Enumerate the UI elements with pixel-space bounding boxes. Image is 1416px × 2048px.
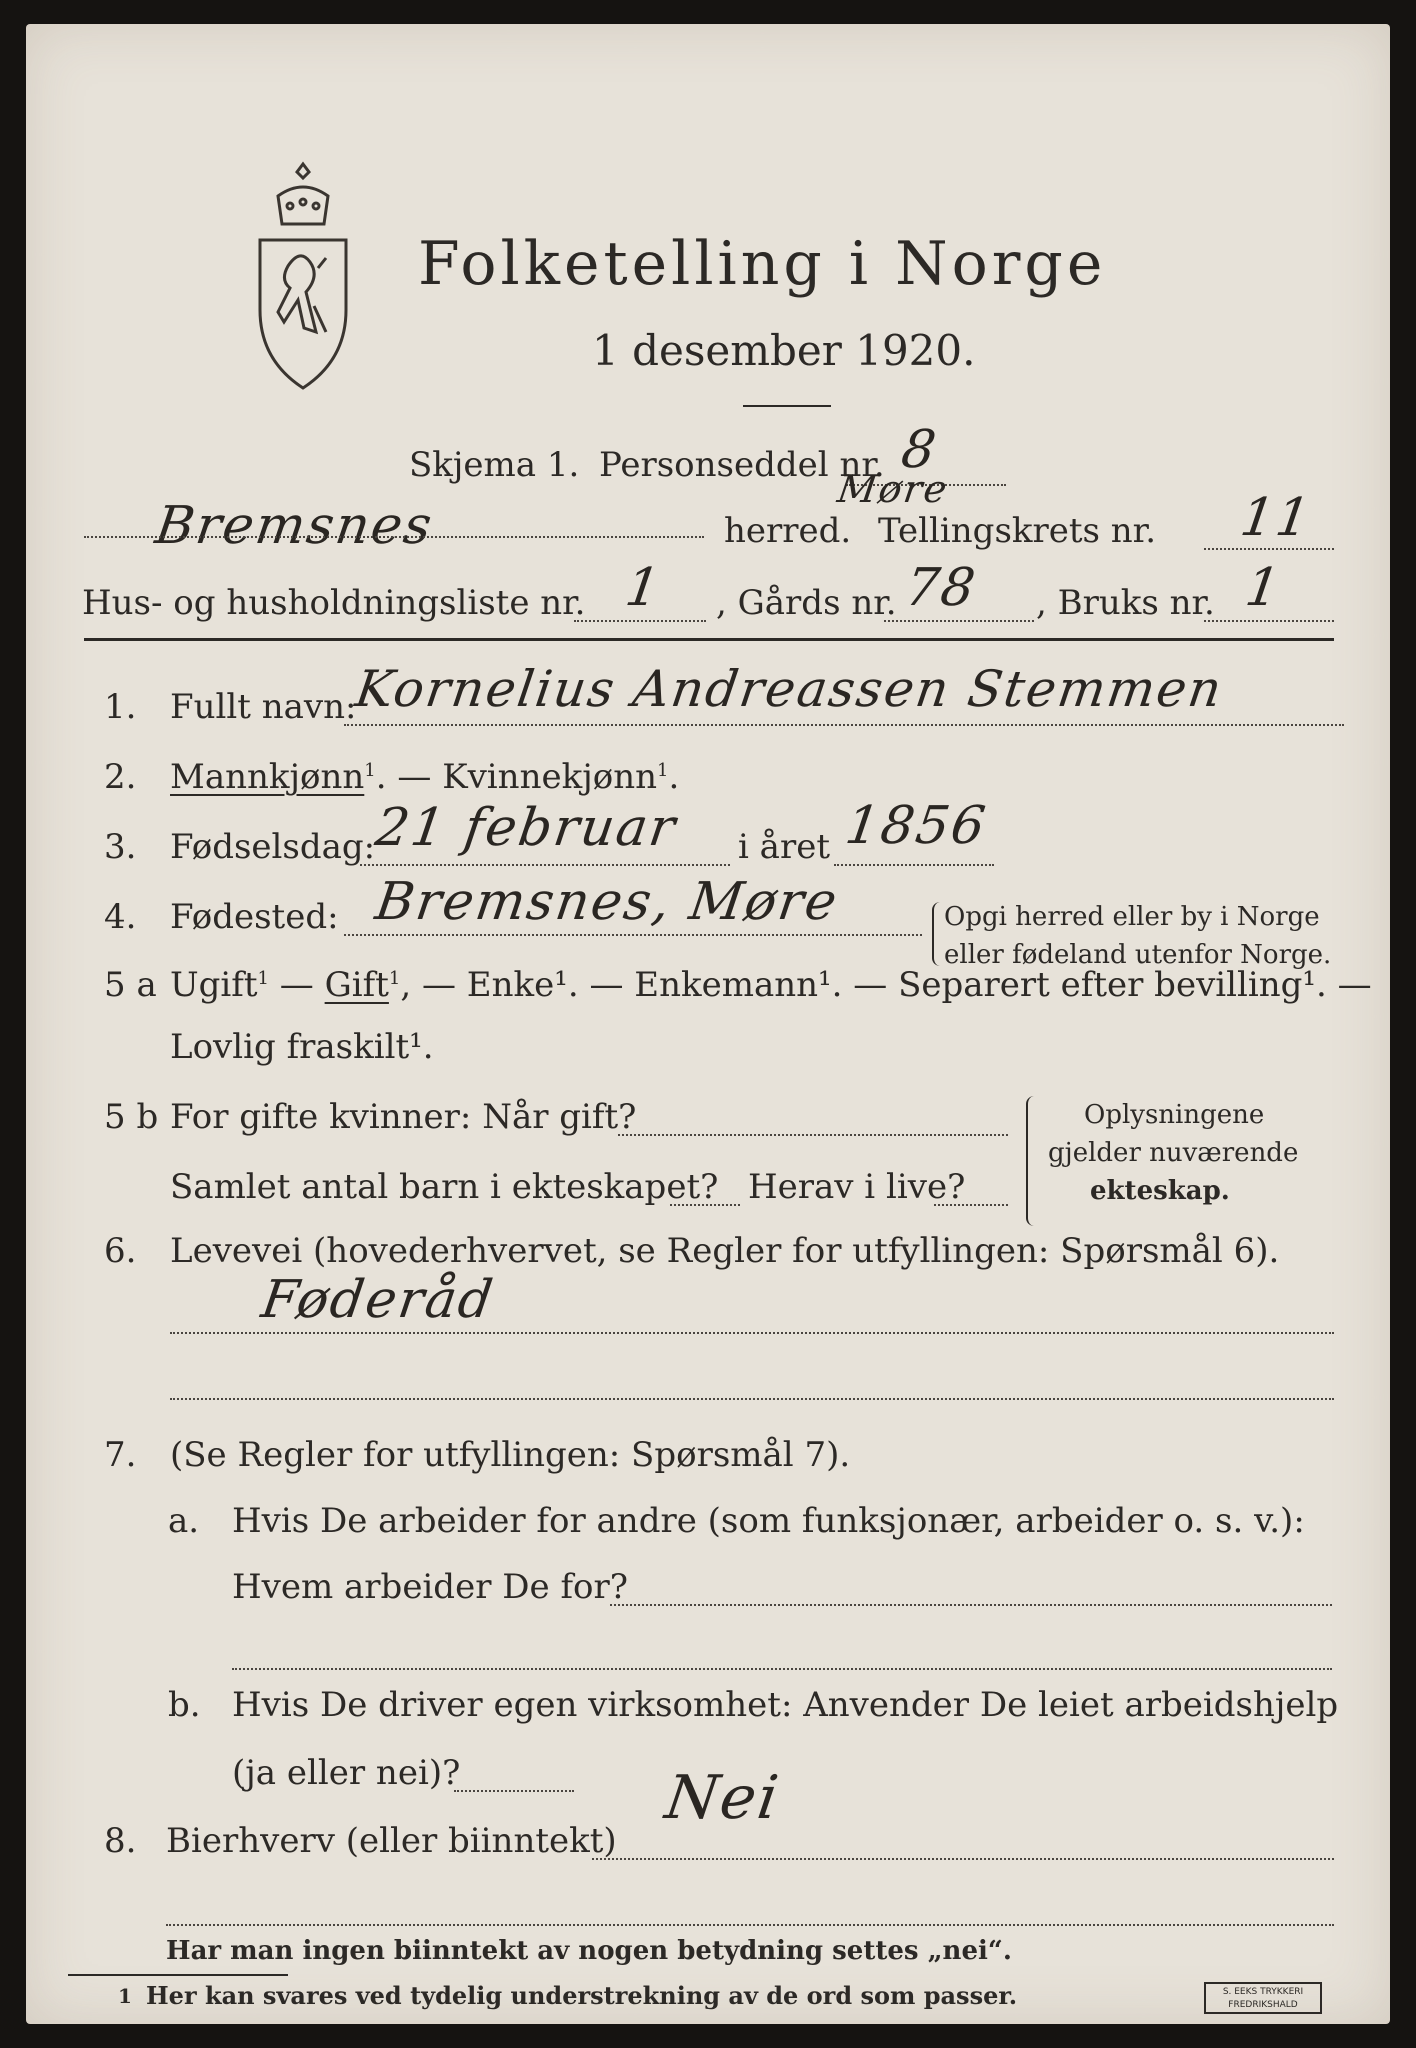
q5a-options: Ugift$^1$ — Gift$^1$, — Enke¹. — Enkemann¹. — Separert efter bevilling¹. —: [170, 965, 1372, 1005]
full-name-value[interactable]: Kornelius Andreassen Stemmen: [351, 660, 1227, 718]
gards-line: [884, 620, 1034, 622]
q7b-letter: b.: [168, 1685, 201, 1725]
q6-number: 6.: [104, 1231, 137, 1271]
q8-line-2: [166, 1924, 1334, 1926]
herred-line: [84, 536, 704, 538]
q8-number: 8.: [104, 1821, 137, 1861]
personseddel-value[interactable]: 8: [897, 420, 942, 480]
female-option[interactable]: Kvinnekjønn: [442, 757, 657, 797]
hus-value[interactable]: 1: [621, 558, 666, 618]
norwegian-coat-of-arms-icon: [248, 156, 358, 396]
q5b-note-2: gjelder nuværende: [1048, 1138, 1299, 1168]
q1-line: [344, 724, 1344, 726]
q1-label: Fullt navn:: [170, 687, 357, 727]
hus-line: [574, 620, 706, 622]
gards-value[interactable]: 78: [901, 558, 981, 618]
q6-line-2: [170, 1398, 1334, 1400]
q5b-brace: [1026, 1096, 1036, 1226]
q7b-line-2: (ja eller nei)?: [232, 1753, 461, 1793]
ugift-option[interactable]: Ugift: [170, 965, 258, 1005]
q2-sep: . —: [375, 757, 443, 797]
q4-note-2: eller fødeland utenfor Norge.: [944, 940, 1332, 970]
q5b-note-1: Oplysningene: [1084, 1100, 1265, 1130]
personseddel-label: Personseddel nr.: [599, 445, 885, 485]
q4-number: 4.: [104, 897, 137, 937]
q2-number: 2.: [104, 757, 137, 797]
tellingskrets-line: [1204, 548, 1334, 550]
skjema-label: Skjema 1.: [409, 445, 580, 485]
census-date: 1 desember 1920.: [592, 326, 976, 375]
herred-annotation: Møre: [834, 467, 952, 511]
gards-label: , Gårds nr.: [716, 583, 897, 623]
printer-stamp-line-2: FREDRIKSHALD: [1228, 2000, 1298, 2010]
bruks-label: , Bruks nr.: [1036, 583, 1215, 623]
bruks-value[interactable]: 1: [1241, 558, 1286, 618]
q6-label: Levevei (hovederhvervet, se Regler for utfyllingen: Spørsmål 6).: [170, 1231, 1280, 1271]
printer-stamp-line-1: S. EEKS TRYKKERI: [1222, 1987, 1304, 1997]
q7-number: 7.: [104, 1435, 137, 1475]
q7a-line-1: Hvis De arbeider for andre (som funksjonær, arbeider o. s. v.):: [232, 1501, 1305, 1541]
q7a-fill-2: [232, 1668, 1332, 1670]
birth-year-value[interactable]: 1856: [841, 796, 991, 856]
q5b-children-fill: [670, 1204, 740, 1206]
q5b-line-2a: Samlet antal barn i ekteskapet?: [170, 1167, 719, 1207]
male-option[interactable]: Mannkjønn: [170, 757, 365, 797]
q7b-line-1: Hvis De driver egen virksomhet: Anvender De leiet arbeidshjelp: [232, 1685, 1339, 1725]
q5a-other-options: — Enke¹. — Enkemann¹. — Separert efter bevilling¹. —: [421, 965, 1372, 1005]
q1-number: 1.: [104, 687, 137, 727]
q5a-line-2: Lovlig fraskilt¹.: [170, 1027, 434, 1067]
q3-label: Fødselsdag:: [170, 827, 376, 867]
q6-line-1: [170, 1332, 1334, 1334]
q3-line: [360, 864, 730, 866]
header-divider: [84, 638, 1334, 641]
no-income-note: Har man ingen biinntekt av nogen betydning settes „nei“.: [166, 1936, 1012, 1966]
birth-date-value[interactable]: 21 februar: [371, 798, 681, 858]
census-form-sheet: [26, 24, 1390, 2024]
side-income-value[interactable]: Nei: [661, 1763, 785, 1833]
q5a-number: 5 a: [104, 965, 157, 1005]
occupation-value[interactable]: Føderåd: [257, 1270, 498, 1330]
q4-line: [344, 934, 922, 936]
q3-number: 3.: [104, 827, 137, 867]
printer-stamp: [1204, 1982, 1322, 2014]
q4-note-1: Opgi herred eller by i Norge: [944, 902, 1320, 932]
q8-line-1: [592, 1858, 1334, 1860]
q5b-line-1: For gifte kvinner: Når gift?: [170, 1097, 637, 1137]
q2-end: .: [668, 757, 680, 797]
q2-gender-options: Mannkjønn$^1$. — Kvinnekjønn$^1$.: [170, 757, 680, 797]
footnote-number: 1: [118, 1984, 132, 2008]
footnote-text: Her kan svares ved tydelig understrekning av de ord som passer.: [146, 1981, 1018, 2010]
birthplace-value[interactable]: Bremsnes, Møre: [371, 872, 843, 932]
footnote-divider: [68, 1974, 288, 1976]
q3-year-line: [834, 864, 994, 866]
q7a-letter: a.: [168, 1501, 200, 1541]
q4-brace: [932, 902, 940, 966]
gift-option[interactable]: Gift: [324, 965, 389, 1005]
q4-label: Fødested:: [170, 897, 339, 937]
q7a-fill-1: [610, 1604, 1332, 1606]
bruks-line: [1204, 620, 1334, 622]
q7a-line-2: Hvem arbeider De for?: [232, 1567, 628, 1607]
form-title: Folketelling i Norge: [418, 229, 1107, 299]
title-divider: [743, 405, 831, 407]
q7b-fill: [454, 1790, 574, 1792]
herred-label: herred.: [724, 511, 852, 551]
tellingskrets-value[interactable]: 11: [1236, 488, 1316, 548]
q5b-number: 5 b: [104, 1097, 159, 1137]
tellingskrets-label: Tellingskrets nr.: [878, 511, 1157, 551]
q3-year-label: i året: [738, 827, 830, 867]
q5b-line-2b: Herav i live?: [748, 1167, 966, 1207]
hus-label: Hus- og husholdningsliste nr.: [82, 583, 586, 623]
q5b-alive-fill: [934, 1204, 1008, 1206]
herred-value[interactable]: Bremsnes: [151, 496, 438, 556]
q5b-line1-fill: [618, 1134, 1008, 1136]
q8-label: Bierhverv (eller biinntekt): [166, 1821, 617, 1861]
q5b-note-3: ekteskap.: [1090, 1176, 1230, 1206]
q7-label: (Se Regler for utfyllingen: Spørsmål 7).: [170, 1435, 851, 1475]
